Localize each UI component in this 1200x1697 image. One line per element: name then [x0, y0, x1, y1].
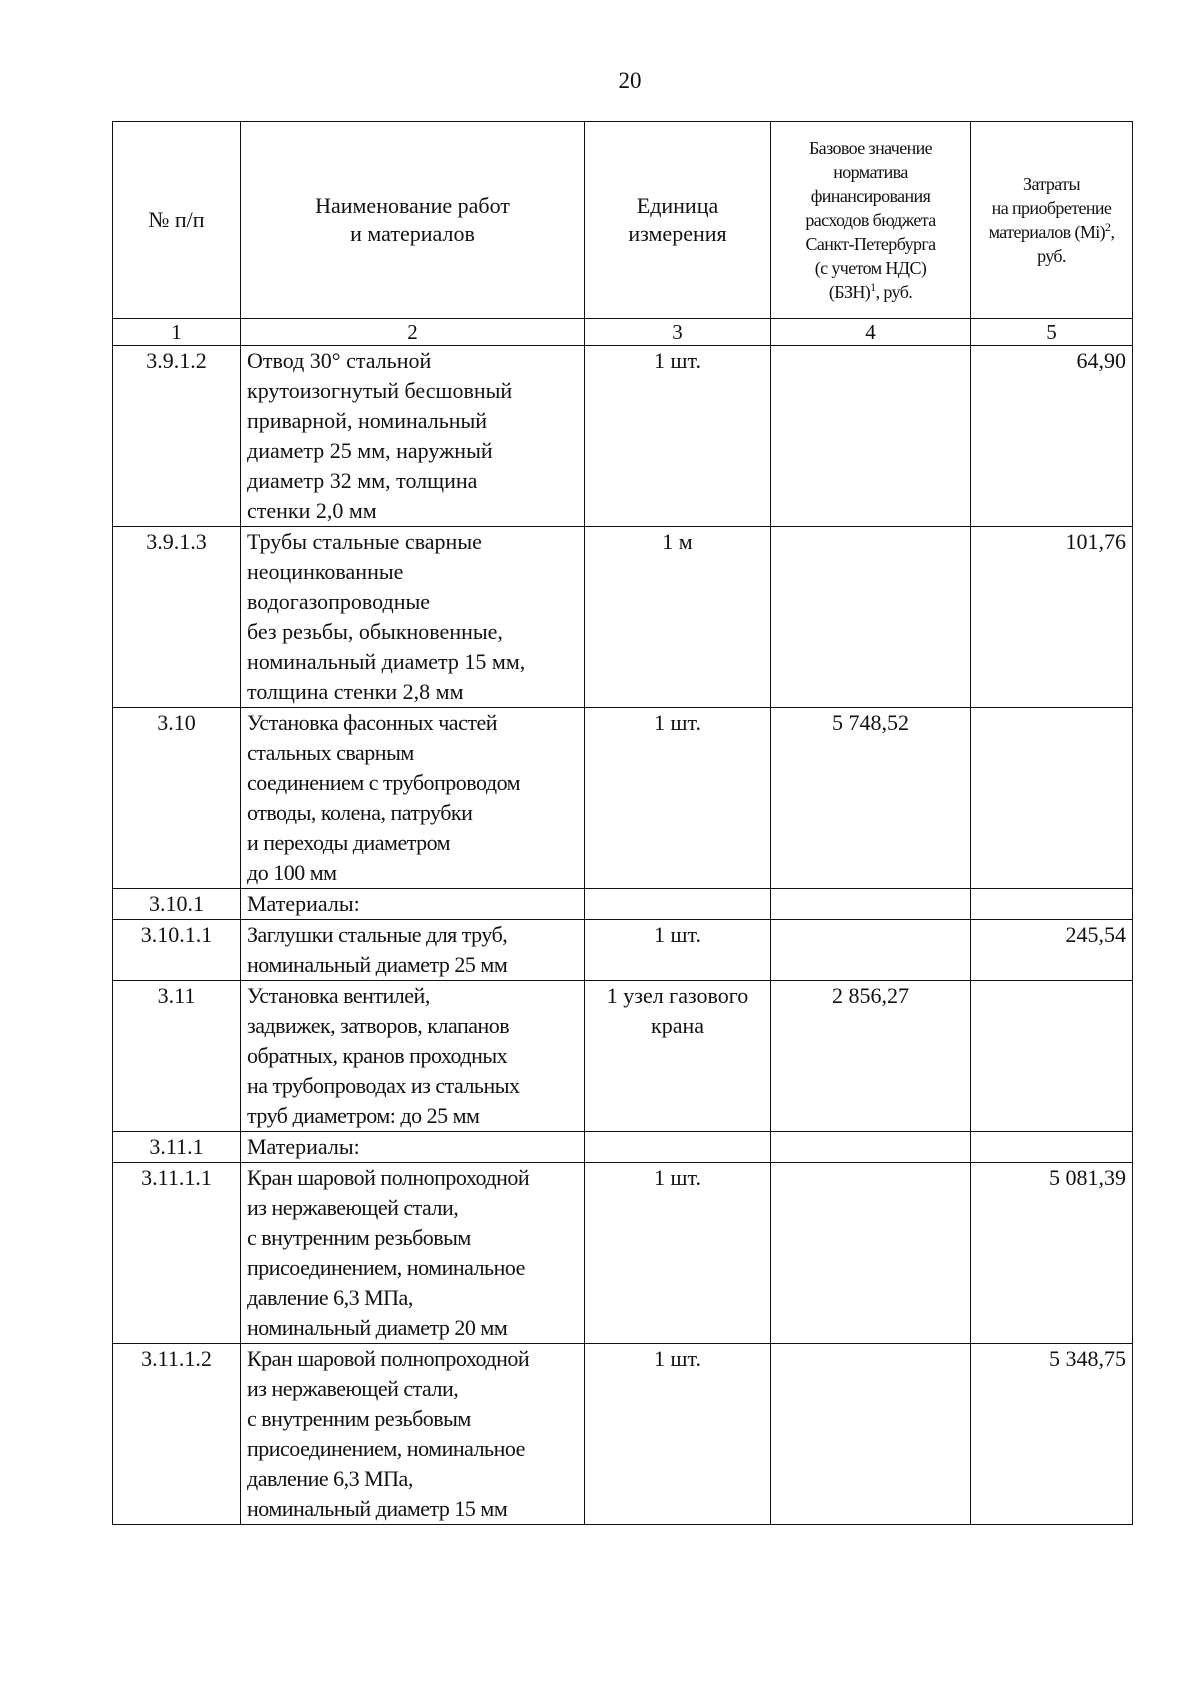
table-row — [113, 889, 1133, 920]
column-number: 1 — [113, 319, 241, 346]
work-name-cell — [241, 920, 585, 981]
work-name-line: Материалы: — [247, 1134, 360, 1159]
unit-cell: 1 шт. — [585, 1344, 771, 1525]
bzn-value-cell — [771, 1344, 971, 1525]
work-name-line: присоединением, номинальное — [247, 1436, 525, 1461]
work-name-line: Установка вентилей, — [247, 983, 430, 1008]
material-cost-cell: 5 348,75 — [971, 1344, 1133, 1525]
work-name-line: стальных сварным — [247, 740, 414, 765]
work-name-line: отводы, колена, патрубки — [247, 800, 473, 825]
bzn-value-cell — [771, 1163, 971, 1344]
unit-cell — [585, 981, 771, 1132]
work-name-cell — [241, 527, 585, 708]
work-name-line: крутоизогнутый бесшовный — [247, 378, 513, 403]
header-num: № п/п — [113, 122, 241, 319]
bzn-value-cell — [771, 889, 971, 920]
work-name-cell — [241, 346, 585, 527]
work-name-line: диаметр 32 мм, толщина — [247, 468, 478, 493]
work-name-cell — [241, 1163, 585, 1344]
material-cost-cell: 5 081,39 — [971, 1163, 1133, 1344]
material-cost-cell — [971, 889, 1133, 920]
column-number: 3 — [585, 319, 771, 346]
row-number-cell: 3.11.1.2 — [113, 1344, 241, 1525]
column-number: 4 — [771, 319, 971, 346]
work-name-line: с внутренним резьбовым — [247, 1225, 471, 1250]
work-name-line: давление 6,3 МПа, — [247, 1466, 413, 1491]
column-number-row — [113, 319, 1133, 346]
bzn-value-cell — [771, 527, 971, 708]
work-name-line: водогазопроводные — [247, 589, 431, 614]
work-name-line: номинальный диаметр 25 мм — [247, 952, 508, 977]
unit-cell: 1 шт. — [585, 1163, 771, 1344]
unit-line: 1 узел газового — [606, 983, 749, 1008]
bzn-value-cell — [771, 1132, 971, 1163]
row-number-cell: 3.10.1 — [113, 889, 241, 920]
work-name-line: и переходы диаметром — [247, 830, 451, 855]
row-number-cell: 3.11.1 — [113, 1132, 241, 1163]
row-number-cell: 3.11 — [113, 981, 241, 1132]
unit-cell: 1 м — [585, 527, 771, 708]
table-row — [113, 1132, 1133, 1163]
header-bzn: Базовое значение норматива финансирования расходов бюджета Санкт-Петербурга (с учетом НДС) (БЗН)$^1$, руб. — [771, 122, 971, 319]
work-name-line: Кран шаровой полнопроходной — [247, 1346, 530, 1371]
work-name-line: до 100 мм — [247, 860, 337, 885]
material-cost-cell: 245,54 — [971, 920, 1133, 981]
work-name-line: давление 6,3 МПа, — [247, 1285, 413, 1310]
work-name-line: на трубопроводах из стальных — [247, 1073, 520, 1098]
work-name-line: номинальный диаметр 15 мм, — [247, 649, 526, 674]
work-name-line: диаметр 25 мм, наружный — [247, 438, 493, 463]
work-name-line: труб диаметром: до 25 мм — [247, 1103, 480, 1128]
unit-cell: 1 шт. — [585, 920, 771, 981]
table-header-row — [113, 122, 1133, 319]
work-name-line: толщина стенки 2,8 мм — [247, 679, 464, 704]
work-name-line: Отвод 30° стальной — [247, 348, 432, 373]
work-name-line: стенки 2,0 мм — [247, 498, 377, 523]
column-number: 2 — [241, 319, 585, 346]
unit-cell — [585, 1132, 771, 1163]
work-name-line: Материалы: — [247, 891, 360, 916]
bzn-value-cell: 2 856,27 — [771, 981, 971, 1132]
row-number-cell: 3.10.1.1 — [113, 920, 241, 981]
row-number-cell: 3.11.1.1 — [113, 1163, 241, 1344]
work-name-line: приварной, номинальный — [247, 408, 488, 433]
work-name-line: соединением с трубопроводом — [247, 770, 521, 795]
unit-cell — [585, 889, 771, 920]
material-cost-cell: 64,90 — [971, 346, 1133, 527]
bzn-value-cell — [771, 346, 971, 527]
unit-cell: 1 шт. — [585, 346, 771, 527]
unit-line: крана — [651, 1013, 704, 1038]
table-body — [113, 346, 1133, 1525]
work-name-line: неоцинкованные — [247, 559, 404, 584]
row-number-cell: 3.9.1.2 — [113, 346, 241, 527]
work-name-line: Заглушки стальные для труб, — [247, 922, 508, 947]
bzn-value-cell: 5 748,52 — [771, 708, 971, 889]
header-cost: Затраты на приобретение материалов $(Mi)^2$, руб. — [971, 122, 1133, 319]
bzn-value-cell — [771, 920, 971, 981]
work-name-line: задвижек, затворов, клапанов — [247, 1013, 510, 1038]
material-cost-cell — [971, 708, 1133, 889]
work-name-line: с внутренним резьбовым — [247, 1406, 471, 1431]
work-name-line: номинальный диаметр 20 мм — [247, 1315, 508, 1340]
header-unit: Единица измерения — [585, 122, 771, 319]
work-name-cell — [241, 708, 585, 889]
work-name-line: присоединением, номинальное — [247, 1255, 525, 1280]
work-name-line: обратных, кранов проходных — [247, 1043, 508, 1068]
row-number-cell: 3.9.1.3 — [113, 527, 241, 708]
work-name-line: из нержавеющей стали, — [247, 1376, 459, 1401]
table-row — [113, 708, 1133, 889]
work-name-line: номинальный диаметр 15 мм — [247, 1496, 508, 1521]
header-name: Наименование работ и материалов — [241, 122, 585, 319]
row-number-cell: 3.10 — [113, 708, 241, 889]
table-row — [113, 346, 1133, 527]
work-name-cell — [241, 981, 585, 1132]
work-name-line: Трубы стальные сварные — [247, 529, 482, 554]
material-cost-cell: 101,76 — [971, 527, 1133, 708]
table-row — [113, 527, 1133, 708]
work-name-line: из нержавеющей стали, — [247, 1195, 459, 1220]
work-name-cell — [241, 889, 585, 920]
page-number: 20 — [618, 68, 642, 93]
material-cost-cell — [971, 981, 1133, 1132]
table-row — [113, 1163, 1133, 1344]
work-name-cell — [241, 1132, 585, 1163]
table-row — [113, 920, 1133, 981]
material-cost-cell — [971, 1132, 1133, 1163]
work-name-cell — [241, 1344, 585, 1525]
work-name-line: без резьбы, обыкновенные, — [247, 619, 503, 644]
norms-table — [112, 121, 1133, 1525]
work-name-line: Кран шаровой полнопроходной — [247, 1165, 530, 1190]
work-name-line: Установка фасонных частей — [247, 710, 497, 735]
column-number: 5 — [971, 319, 1133, 346]
unit-cell: 1 шт. — [585, 708, 771, 889]
table-row — [113, 1344, 1133, 1525]
table-row — [113, 981, 1133, 1132]
